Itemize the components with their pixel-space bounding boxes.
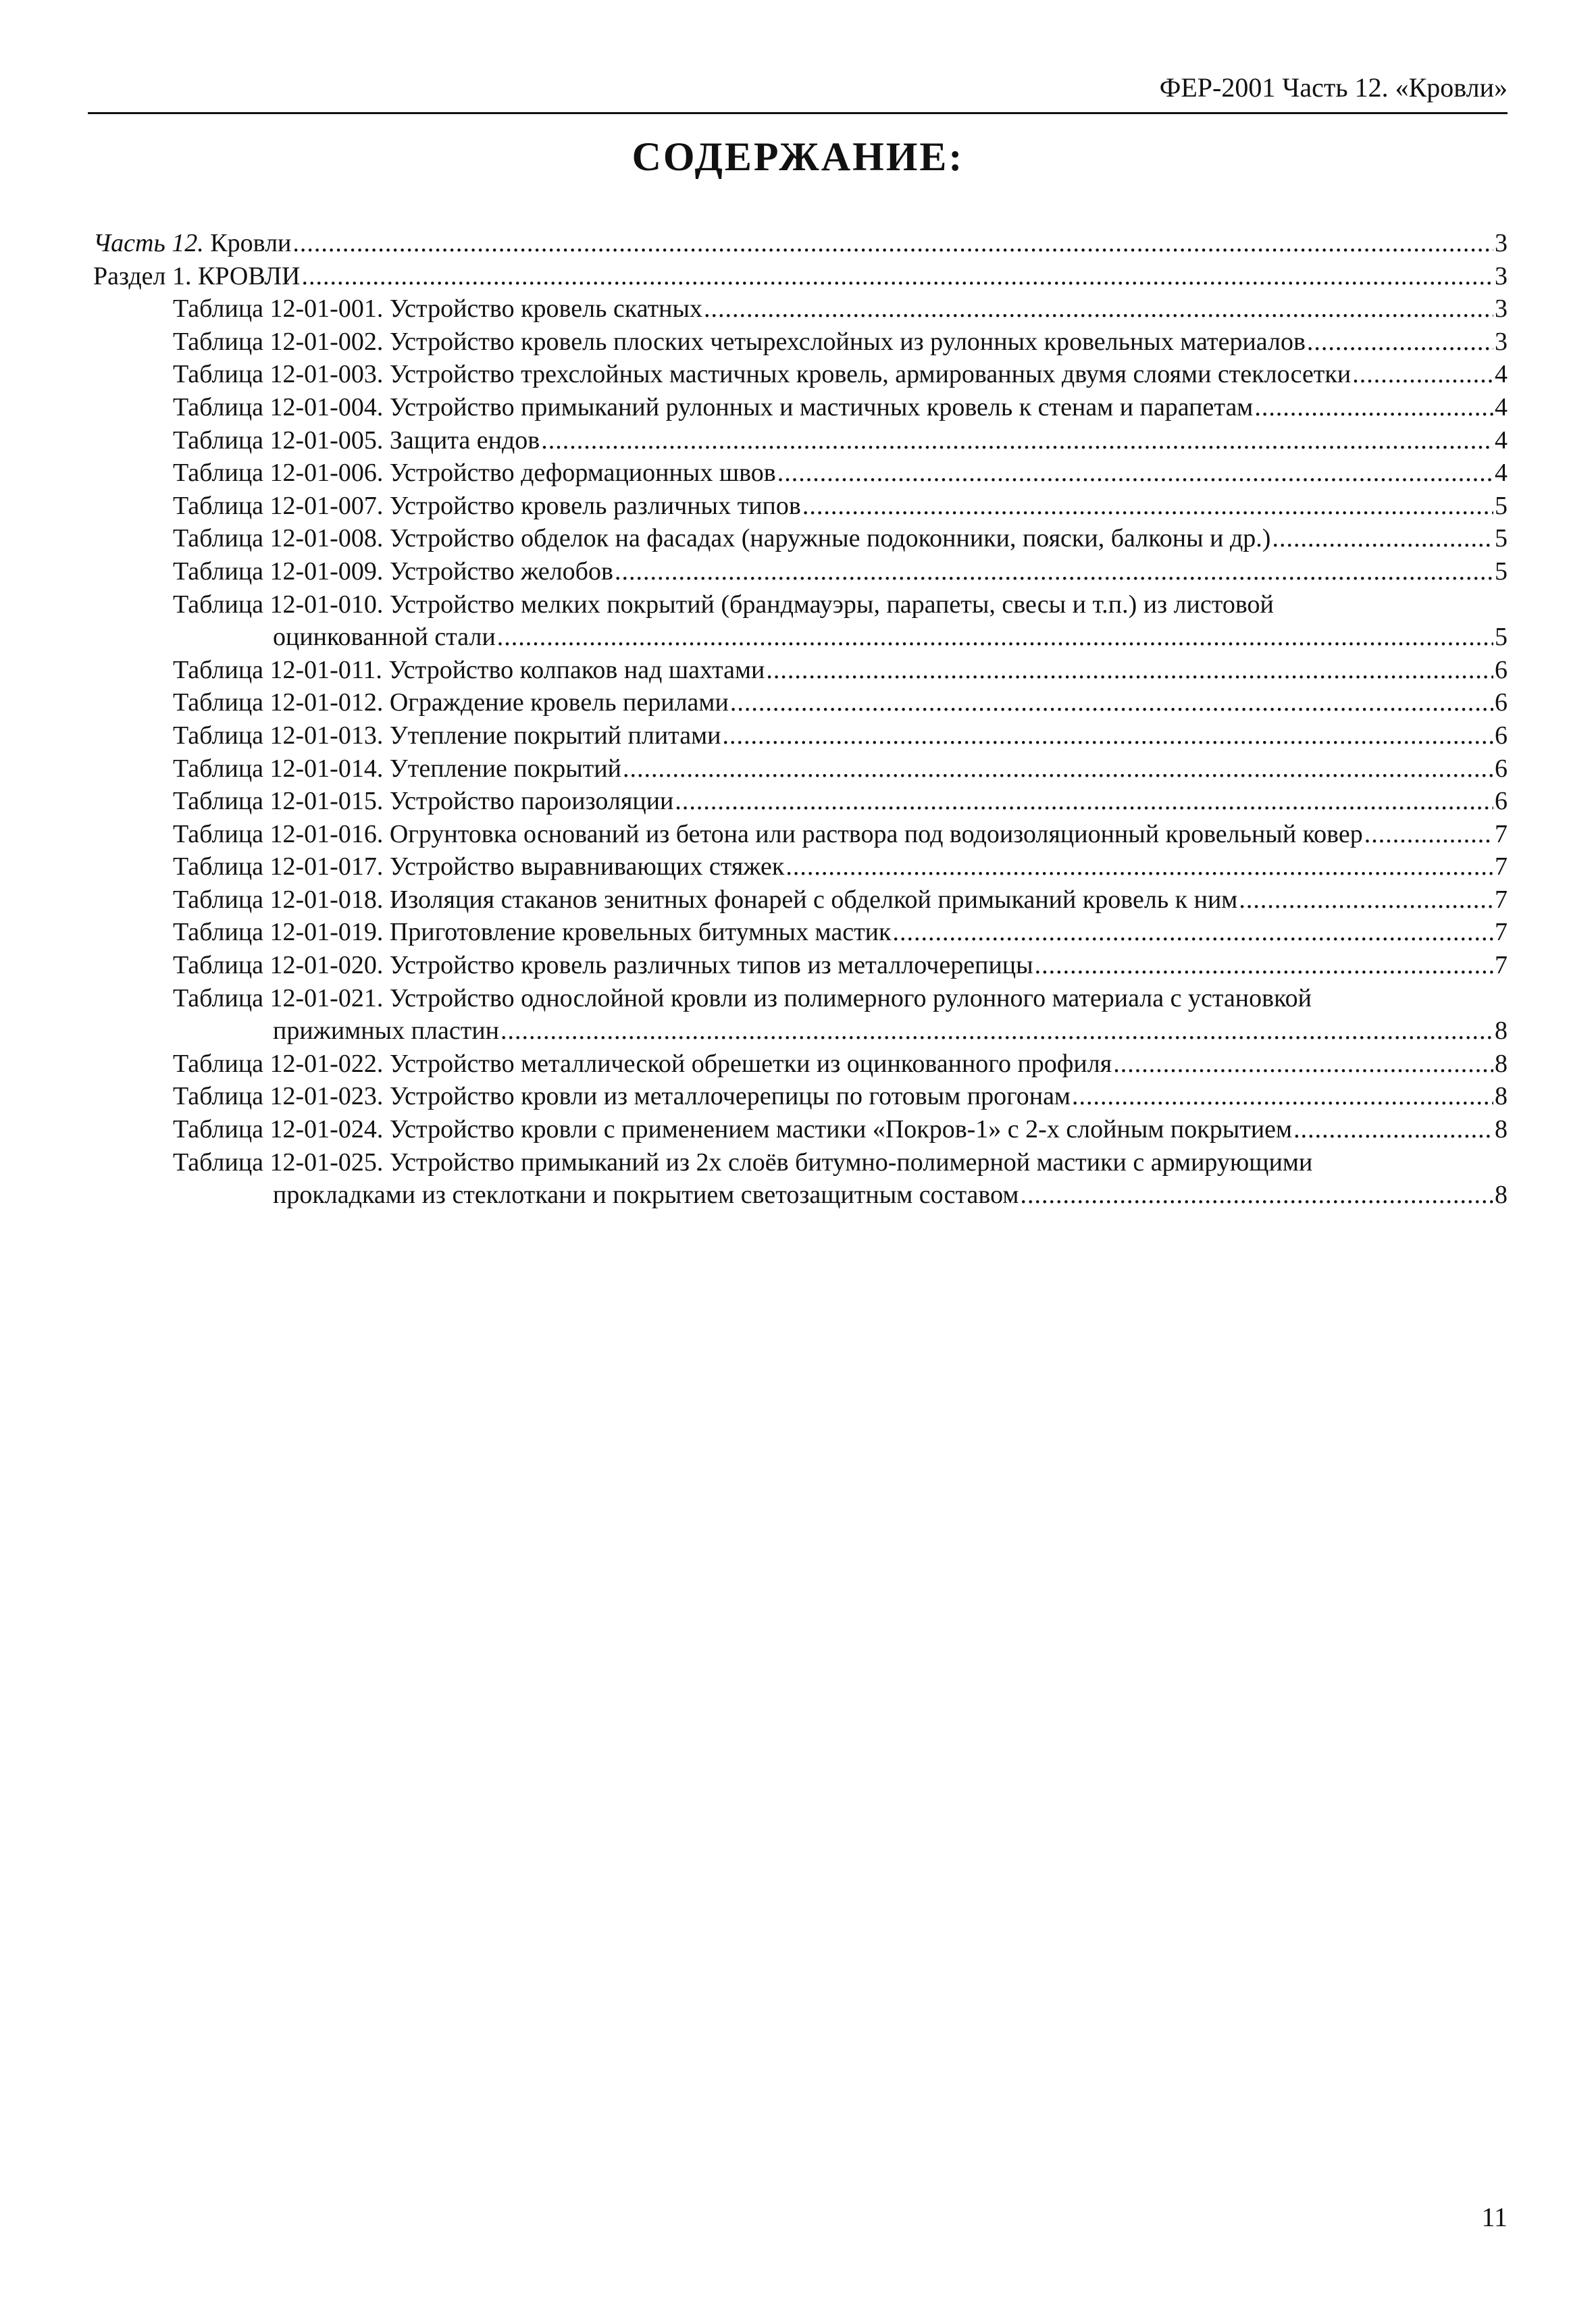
dot-leader [541,424,1493,457]
toc-page-number: 7 [1495,852,1508,881]
toc-entry-title: Таблица 12-01-018. Изоляция стаканов зенитных фонарей с обделкой примыканий кровель к ним [173,885,1238,914]
toc-entry-title: Таблица 12-01-024. Устройство кровли с применением мастики «Покров-1» с 2-х слойным покрытием [173,1115,1293,1144]
toc-page-number: 3 [1495,294,1508,324]
toc-entry[interactable] [93,358,1508,391]
toc-entry[interactable] [93,1080,1508,1113]
dot-leader [802,490,1493,523]
toc-entry[interactable] [93,686,1508,719]
toc-entry-title: Таблица 12-01-009. Устройство желобов [173,557,613,586]
toc-page-number: 5 [1495,557,1508,586]
dot-leader [1239,883,1493,917]
toc-part-entry[interactable] [93,227,1508,260]
toc-entry[interactable] [93,949,1508,982]
toc-entry[interactable] [93,555,1508,588]
toc-page-number: 6 [1495,721,1508,750]
dot-leader [302,260,1494,293]
toc-entry[interactable] [93,292,1508,326]
dot-leader [1113,1048,1493,1081]
running-header: ФЕР-2001 Часть 12. «Кровли» [1159,72,1508,103]
toc-entry-title-continuation: оцинкованной стали [273,623,496,652]
toc-page-number: 8 [1495,1082,1508,1111]
toc-entry[interactable] [93,457,1508,490]
toc-page-number: 3 [1495,327,1508,356]
toc-table-entries [93,292,1508,1212]
toc-part-label: Кровли [203,229,292,257]
toc-page-number: 6 [1495,655,1508,684]
toc-entry[interactable] [93,1146,1508,1212]
toc-page-number: 4 [1495,426,1508,455]
toc-entry-title: Таблица 12-01-006. Устройство деформационных швов [173,459,776,488]
toc-page-number: 8 [1495,1181,1508,1210]
toc-entry-title: Таблица 12-01-015. Устройство пароизоляции [173,787,674,816]
dot-leader [1293,1113,1493,1146]
dot-leader [1020,1179,1493,1212]
dot-leader [1254,391,1493,424]
page-number: 11 [1481,2202,1508,2232]
dot-leader [777,457,1493,490]
toc-entry-title: Таблица 12-01-014. Утепление покрытий [173,754,622,783]
table-of-contents [93,227,1508,1212]
toc-page-number: 5 [1495,524,1508,553]
dot-leader [1272,522,1493,555]
toc-entry[interactable] [93,752,1508,786]
toc-page-number: 4 [1495,392,1508,421]
toc-entry-title: Таблица 12-01-001. Устройство кровель скатных [173,294,703,324]
toc-page-number: 6 [1495,787,1508,816]
toc-page-number: 3 [1495,261,1508,290]
toc-entry[interactable] [93,522,1508,555]
toc-entry[interactable] [93,719,1508,752]
toc-page-number: 7 [1495,951,1508,980]
toc-entry-title: Таблица 12-01-011. Устройство колпаков над шахтами [173,655,765,684]
toc-page-number: 8 [1495,1115,1508,1144]
dot-leader [1307,326,1493,359]
toc-page-number: 3 [1495,229,1508,257]
toc-entry-title: Таблица 12-01-003. Устройство трехслойных мастичных кровель, армированных двумя слоями стеклосетки [173,360,1352,389]
toc-page-number: 5 [1495,623,1508,652]
toc-entry-title: Таблица 12-01-007. Устройство кровель различных типов [173,491,801,520]
dot-leader [766,654,1493,687]
toc-entry-title: Таблица 12-01-012. Ограждение кровель перилами [173,688,729,717]
toc-entry[interactable] [93,654,1508,687]
toc-entry[interactable] [93,850,1508,883]
toc-entry[interactable] [93,1048,1508,1081]
toc-page-number: 8 [1495,1049,1508,1078]
toc-entry[interactable] [93,883,1508,917]
dot-leader [292,227,1493,260]
toc-part-prefix: Часть 12. [93,229,204,257]
toc-entry-title: Таблица 12-01-025. Устройство примыканий из 2х слоёв битумно-полимерной мастики с армирующими [173,1148,1313,1177]
toc-page-number: 7 [1495,885,1508,914]
toc-page-number: 4 [1495,459,1508,488]
toc-entry-title: Таблица 12-01-010. Устройство мелких покрытий (брандмауэры, парапеты, свесы и т.п.) из листовой [173,590,1274,619]
toc-entry[interactable] [93,982,1508,1048]
toc-page-number: 5 [1495,491,1508,520]
dot-leader [1072,1080,1493,1113]
dot-leader [615,555,1493,588]
toc-page-number: 4 [1495,360,1508,389]
dot-leader [722,719,1493,752]
toc-entry-title: Таблица 12-01-016. Огрунтовка оснований из бетона или раствора под водоизоляционный кровельный ковер [173,819,1363,848]
toc-page-number: 7 [1495,819,1508,848]
header-rule [88,112,1508,114]
toc-entry-title: Таблица 12-01-021. Устройство однослойной кровли из полимерного рулонного материала с установкой [173,983,1312,1012]
toc-entry-title-continuation: прижимных пластин [273,1017,499,1046]
toc-entry[interactable] [93,818,1508,851]
toc-entry[interactable] [93,490,1508,523]
toc-entry[interactable] [93,916,1508,949]
toc-entry-title: Таблица 12-01-004. Устройство примыканий рулонных и мастичных кровель к стенам и парапетам [173,392,1254,421]
dot-leader [500,1014,1493,1048]
toc-page-number: 8 [1495,1017,1508,1046]
dot-leader [892,916,1493,949]
toc-entry[interactable] [93,391,1508,424]
toc-entry-title: Таблица 12-01-023. Устройство кровли из металлочерепицы по готовым прогонам [173,1082,1071,1111]
toc-entry-title-continuation: прокладками из стеклоткани и покрытием светозащитным составом [273,1181,1019,1210]
toc-entry-title: Таблица 12-01-008. Устройство обделок на фасадах (наружные подоконники, пояски, балконы и др.) [173,524,1271,553]
dot-leader [497,621,1493,654]
toc-entry-title: Таблица 12-01-019. Приготовление кровельных битумных мастик [173,918,892,947]
toc-page-number: 6 [1495,754,1508,783]
toc-entry-title: Таблица 12-01-005. Защита ендов [173,426,540,455]
toc-section-label: Раздел 1. КРОВЛИ [93,261,301,290]
dot-leader [704,292,1493,326]
toc-entry[interactable] [93,1113,1508,1146]
toc-entry[interactable] [93,588,1508,654]
dot-leader [1364,818,1493,851]
dot-leader [623,752,1493,786]
toc-entry[interactable] [93,326,1508,359]
dot-leader [675,785,1493,818]
dot-leader [730,686,1493,719]
toc-entry[interactable] [93,785,1508,818]
dot-leader [1035,949,1493,982]
toc-entry-title: Таблица 12-01-022. Устройство металлической обрешетки из оцинкованного профиля [173,1049,1112,1078]
toc-section-entry[interactable] [93,260,1508,293]
dot-leader [786,850,1493,883]
toc-entry-title: Таблица 12-01-017. Устройство выравнивающих стяжек [173,852,785,881]
toc-entry-title: Таблица 12-01-013. Утепление покрытий плитами [173,721,721,750]
page-title: СОДЕРЖАНИЕ: [632,134,964,179]
toc-page-number: 7 [1495,918,1508,947]
dot-leader [1352,358,1493,391]
toc-entry-title: Таблица 12-01-002. Устройство кровель плоских четырехслойных из рулонных кровельных материалов [173,327,1306,356]
toc-entry[interactable] [93,424,1508,457]
toc-page-number: 6 [1495,688,1508,717]
toc-entry-title: Таблица 12-01-020. Устройство кровель различных типов из металлочерепицы [173,951,1033,980]
